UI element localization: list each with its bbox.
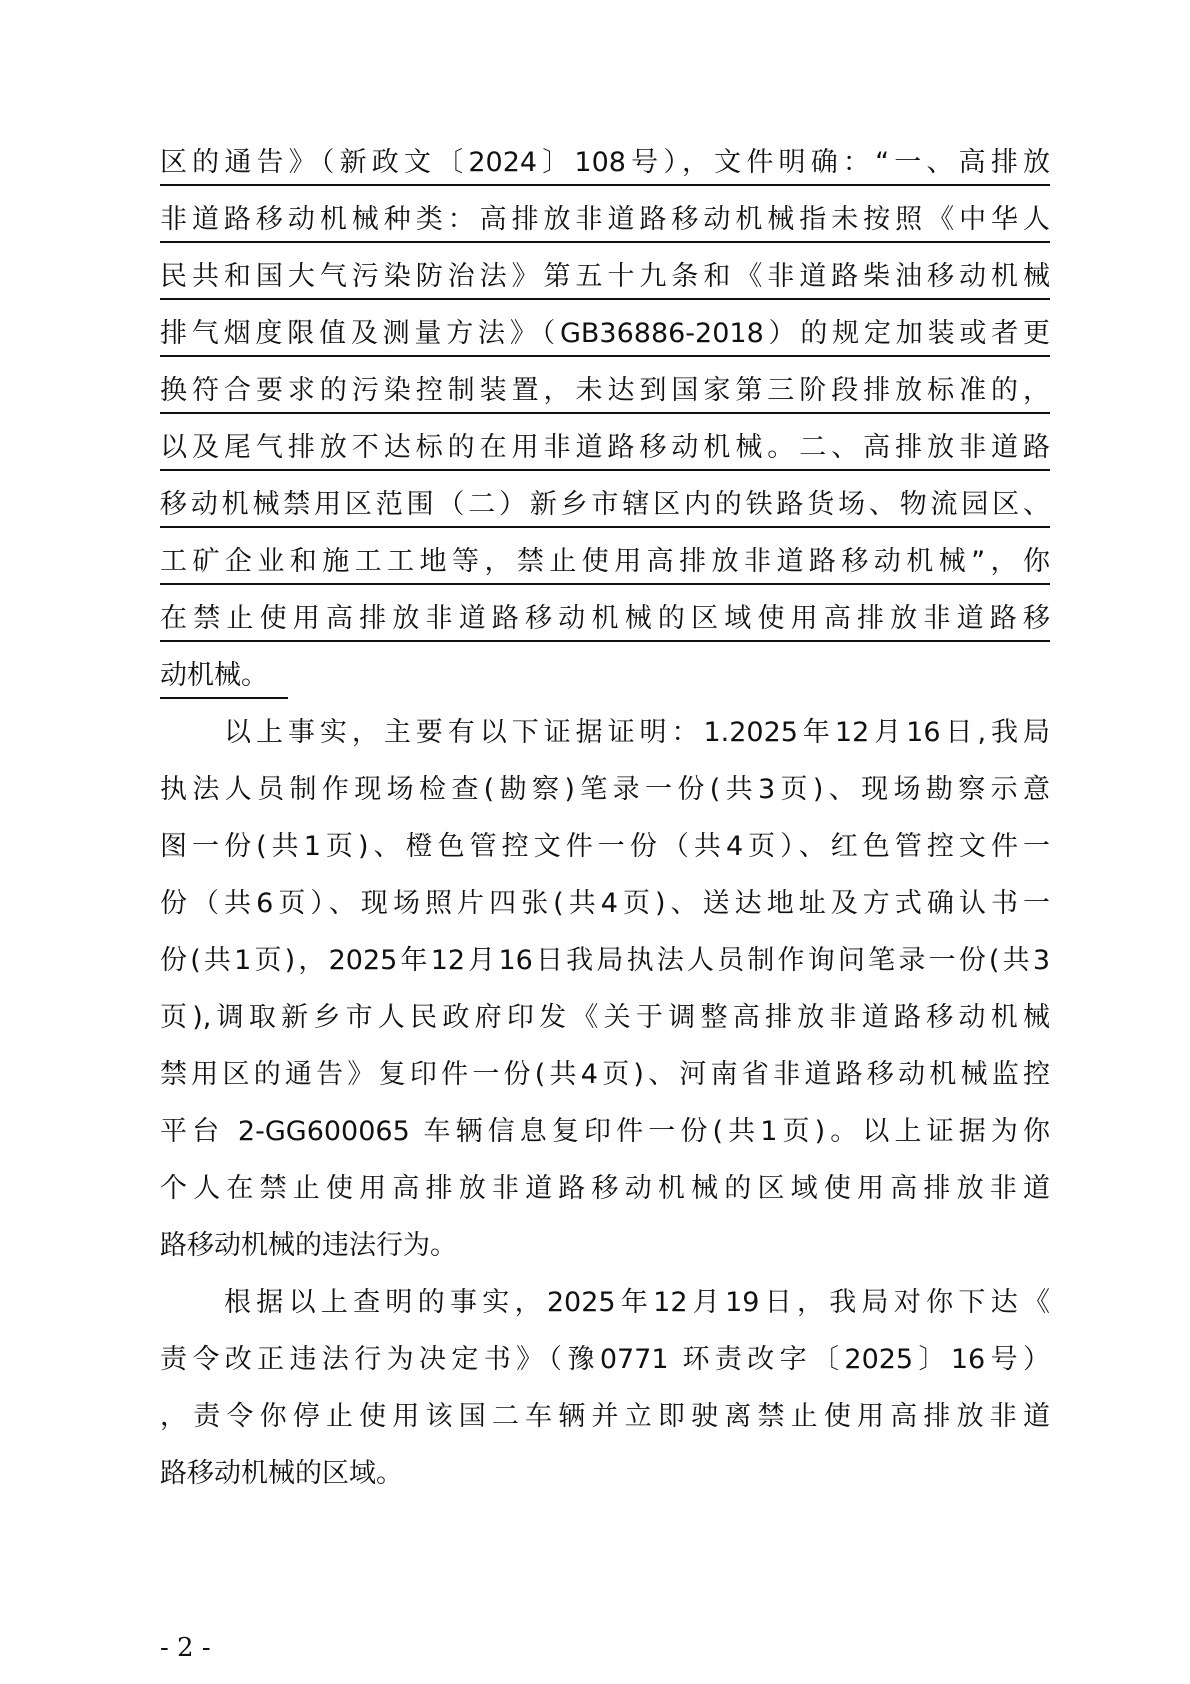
text-line: 页),调取新乡市人民政府印发《关于调整高排放非道路移动机械 xyxy=(160,1002,1050,1033)
text-line: 以及尾气排放不达标的在用非道路移动机械。二、高排放非道路 xyxy=(160,427,1050,471)
text-line: 个人在禁止使用高排放非道路移动机械的区域使用高排放非道 xyxy=(160,1173,1050,1204)
text-line: 执法人员制作现场检查(勘察)笔录一份(共3页)、现场勘察示意 xyxy=(160,774,1050,805)
text-line: 以上事实，主要有以下证据证明：1.2025年12月16日,我局 xyxy=(224,717,1050,748)
text-line: 责令改正违法行为决定书》（豫0771 环责改字〔2025〕16号） xyxy=(160,1344,1050,1375)
text-line: 份(共1页)，2025年12月16日我局执法人员制作询问笔录一份(共3 xyxy=(160,945,1050,976)
text-line: 路移动机械的区域。 xyxy=(160,1458,403,1489)
text-line: 在禁止使用高排放非道路移动机械的区域使用高排放非道路移 xyxy=(160,598,1050,642)
text-line: ，责令你停止使用该国二车辆并立即驶离禁止使用高排放非道 xyxy=(160,1401,1050,1432)
text-line: 排气烟度限值及测量方法》（GB36886-2018）的规定加装或者更 xyxy=(160,313,1050,357)
page-number: - 2 - xyxy=(160,1633,211,1663)
text-line: 换符合要求的污染控制装置，未达到国家第三阶段排放标准的， xyxy=(160,370,1050,414)
text-line: 路移动机械的违法行为。 xyxy=(160,1230,457,1261)
text-line: 移动机械禁用区范围（二）新乡市辖区内的铁路货场、物流园区、 xyxy=(160,484,1050,528)
text-line: 平台 2-GG600065 车辆信息复印件一份(共1页)。以上证据为你 xyxy=(160,1116,1050,1147)
text-line: 民共和国大气污染防治法》第五十九条和《非道路柴油移动机械 xyxy=(160,256,1050,300)
text-line: 工矿企业和施工工地等，禁止使用高排放非道路移动机械”，你 xyxy=(160,541,1050,585)
text-line: 图一份(共1页)、橙色管控文件一份（共4页）、红色管控文件一 xyxy=(160,831,1050,862)
text-line: 区的通告》（新政文〔2024〕108号），文件明确：“一、高排放 xyxy=(160,142,1050,186)
text-line: 动机械。 xyxy=(160,655,288,699)
text-line: 禁用区的通告》复印件一份(共4页)、河南省非道路移动机械监控 xyxy=(160,1059,1050,1090)
text-line: 份（共6页）、现场照片四张(共4页)、送达地址及方式确认书一 xyxy=(160,888,1050,919)
text-line: 非道路移动机械种类：高排放非道路移动机械指未按照《中华人 xyxy=(160,199,1050,243)
text-line: 根据以上查明的事实，2025年12月19日，我局对你下达《 xyxy=(224,1287,1050,1318)
